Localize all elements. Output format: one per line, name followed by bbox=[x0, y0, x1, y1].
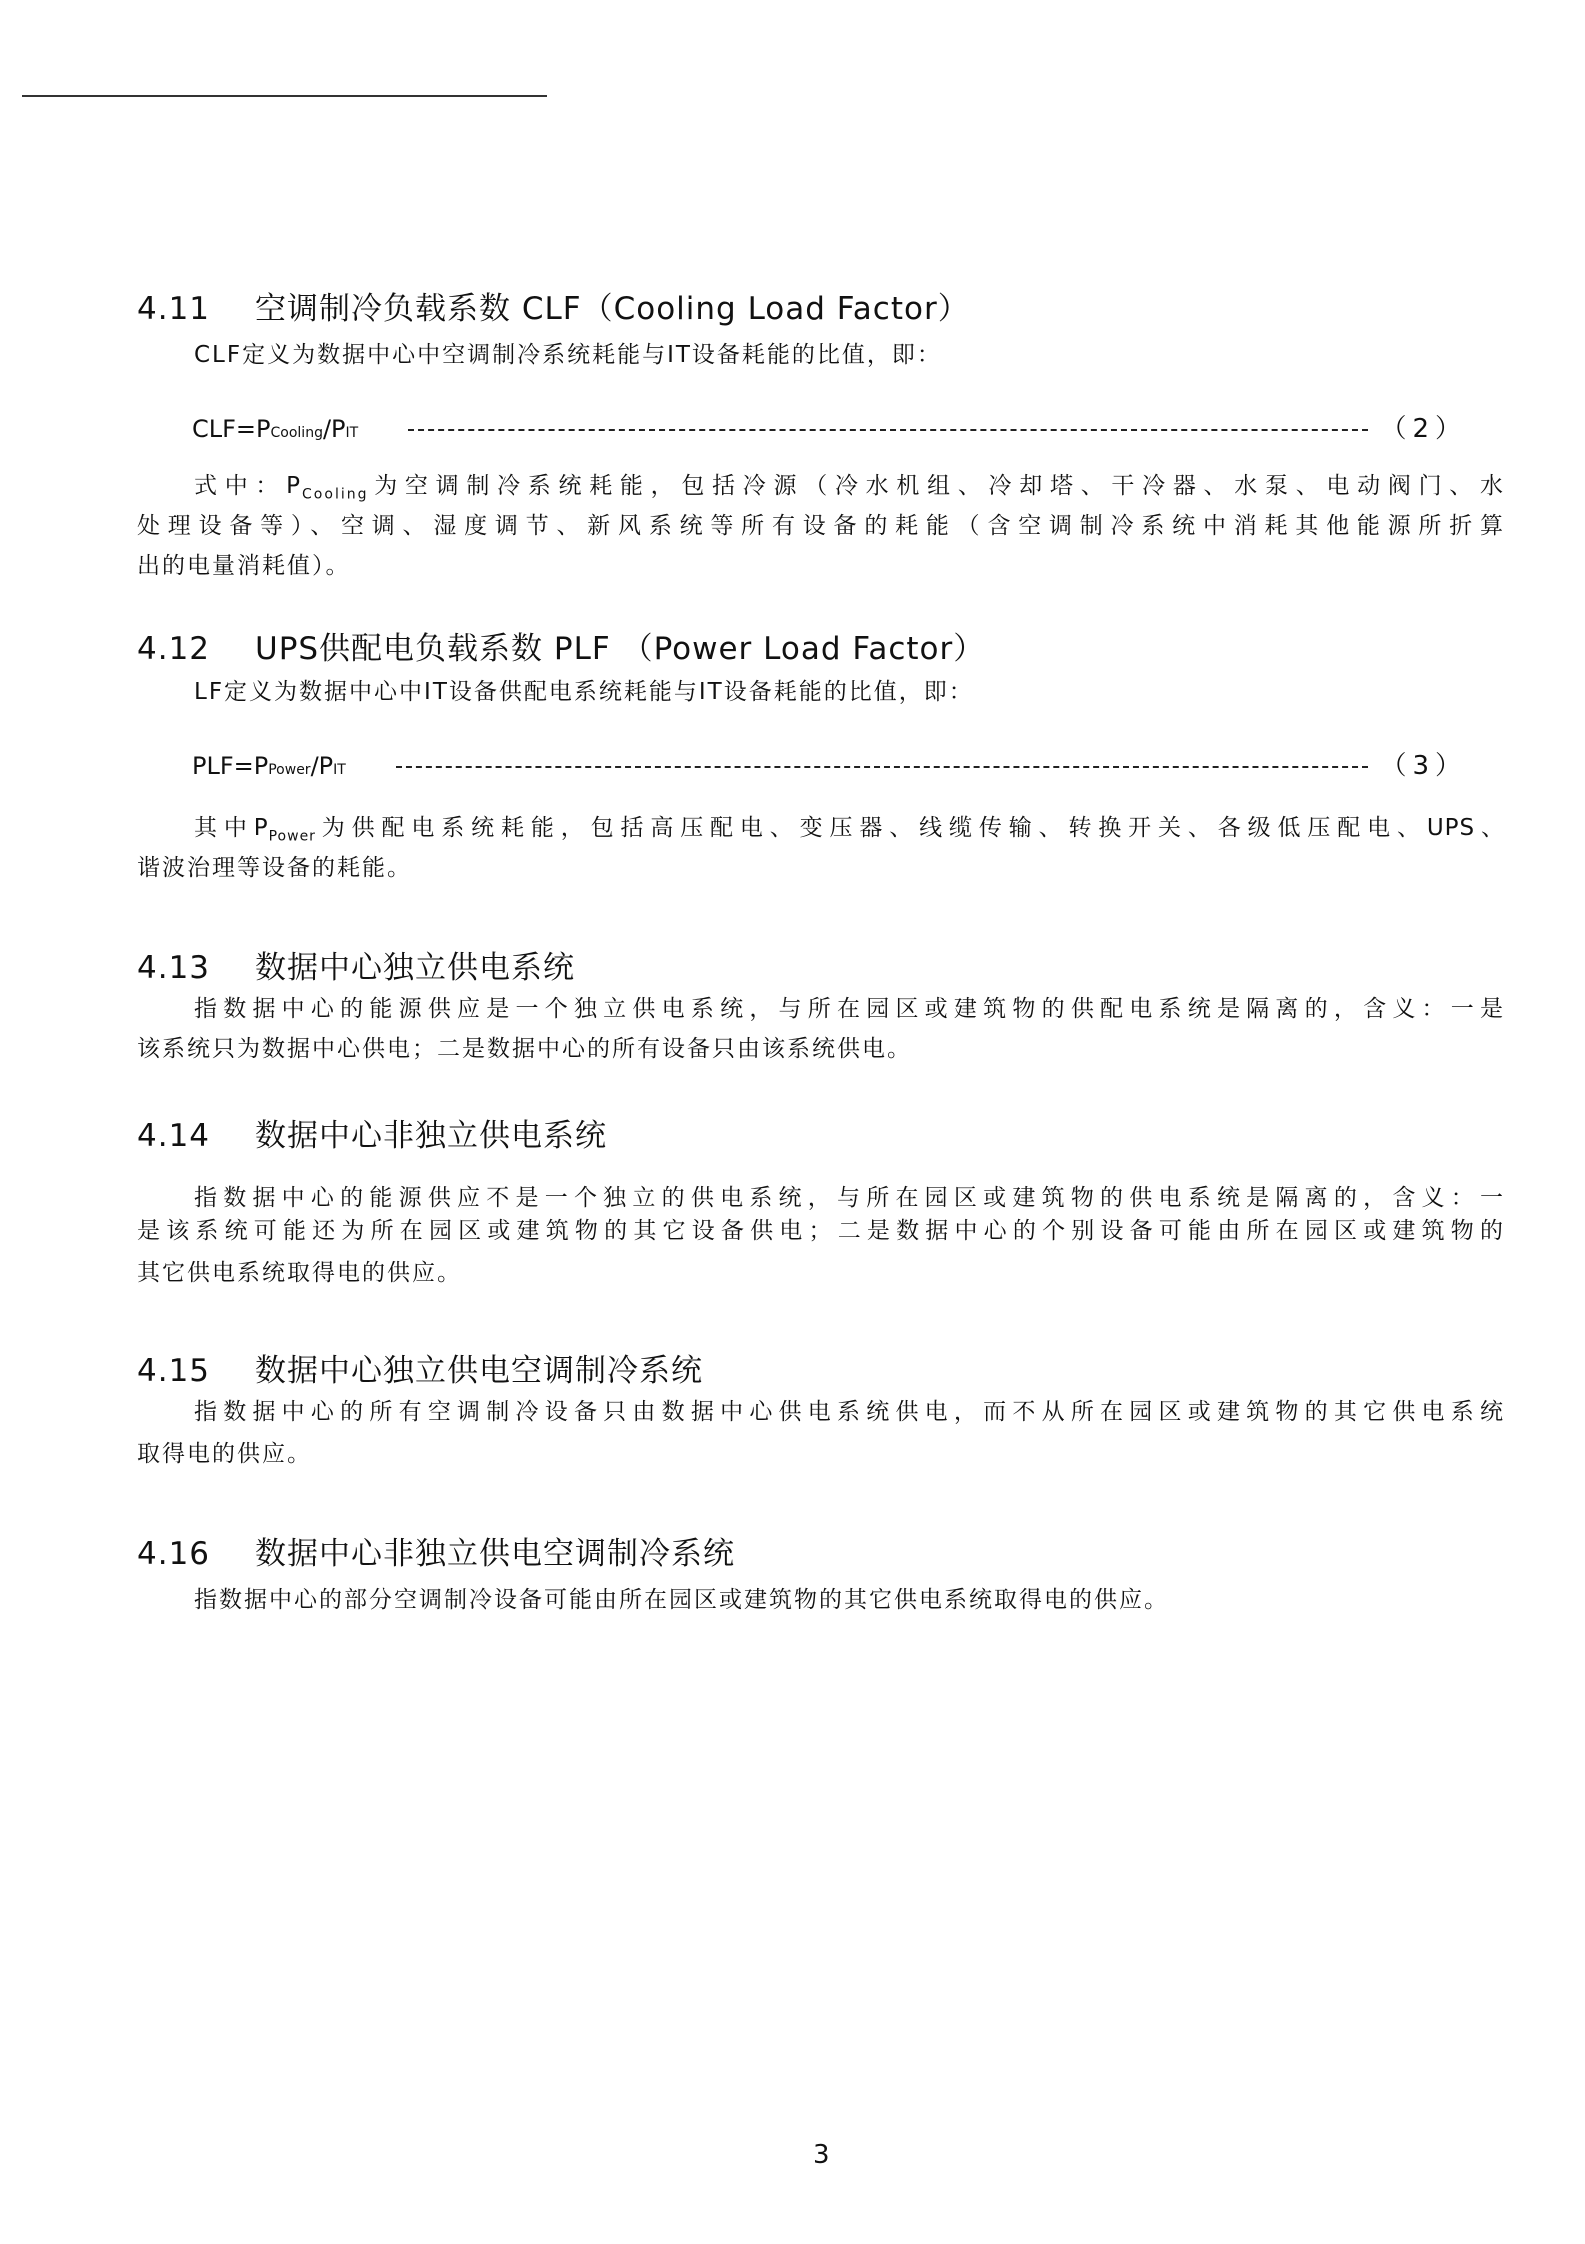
section-title: 数据中心独立供电空调制冷系统 bbox=[255, 1353, 703, 1389]
paragraph-line: 指数据中心的能源供应是一个独立供电系统，与所在园区或建筑物的供配电系统是隔离的，含义：一是 bbox=[194, 996, 1505, 1022]
formula-subscript: IT bbox=[333, 762, 346, 778]
subscript: Power bbox=[268, 828, 316, 845]
paragraph-line: 指数据中心的所有空调制冷设备只由数据中心供电系统供电，而不从所在园区或建筑物的其它供电系统 bbox=[194, 1399, 1505, 1425]
section-number: 4.15 bbox=[137, 1353, 211, 1389]
leader-dots bbox=[396, 766, 1369, 768]
paragraph-line: 指数据中心的能源供应不是一个独立的供电系统，与所在园区或建筑物的供电系统是隔离的，含义：一 bbox=[194, 1185, 1505, 1211]
paragraph-line: 是该系统可能还为所在园区或建筑物的其它设备供电；二是数据中心的个别设备可能由所在园区或建筑物的 bbox=[137, 1218, 1505, 1244]
section-heading-4-15 bbox=[137, 1345, 703, 1390]
subscript: Cooling bbox=[302, 486, 369, 503]
section-heading-4-13 bbox=[137, 942, 575, 987]
text: 其中P bbox=[194, 815, 269, 841]
section-number: 4.12 bbox=[137, 631, 211, 667]
section-heading-4-12 bbox=[137, 623, 985, 668]
paragraph-line: 取得电的供应。 bbox=[137, 1441, 312, 1467]
text: 式中：P bbox=[194, 473, 303, 499]
section-intro: LF定义为数据中心中IT设备供配电系统耗能与IT设备耗能的比值，即： bbox=[194, 679, 974, 705]
section-number: 4.11 bbox=[137, 291, 211, 327]
formula-subscript: Cooling bbox=[270, 425, 323, 441]
paragraph-line bbox=[194, 467, 1505, 503]
formula-mid: /P bbox=[322, 415, 346, 443]
section-title: 数据中心非独立供电空调制冷系统 bbox=[255, 1536, 735, 1572]
formula-subscript: Power bbox=[268, 762, 311, 778]
equation-number: （3） bbox=[1380, 751, 1467, 781]
text: 为空调制冷系统耗能，包括冷源（冷水机组、冷却塔、干冷器、水泵、电动阀门、水 bbox=[368, 473, 1506, 499]
section-heading-4-14 bbox=[137, 1110, 607, 1155]
section-number: 4.16 bbox=[137, 1536, 211, 1572]
paragraph-line: 该系统只为数据中心供电；二是数据中心的所有设备只由该系统供电。 bbox=[137, 1036, 912, 1062]
header-rule bbox=[22, 95, 547, 97]
formula-clf bbox=[192, 408, 1467, 445]
section-title: 空调制冷负载系数 CLF（Cooling Load Factor） bbox=[255, 291, 970, 327]
paragraph-line: 指数据中心的部分空调制冷设备可能由所在园区或建筑物的其它供电系统取得电的供应。 bbox=[194, 1587, 1169, 1613]
text: 为供配电系统耗能，包括高压配电、变压器、线缆传输、转换开关、各级低压配电、UPS、 bbox=[315, 815, 1505, 841]
section-heading-4-11 bbox=[137, 283, 970, 328]
section-title: 数据中心独立供电系统 bbox=[255, 950, 575, 986]
formula-mid: /P bbox=[310, 752, 334, 780]
formula-plf bbox=[192, 745, 1467, 782]
section-heading-4-16 bbox=[137, 1528, 735, 1573]
paragraph-line: 处理设备等）、空调、湿度调节、新风系统等所有设备的耗能（含空调制冷系统中消耗其他能源所折算 bbox=[137, 513, 1505, 539]
paragraph-line: 其它供电系统取得电的供应。 bbox=[137, 1260, 462, 1286]
page-number: 3 bbox=[813, 2140, 830, 2170]
section-title: UPS供配电负载系数 PLF （Power Load Factor） bbox=[255, 631, 986, 667]
formula-lhs: CLF=P bbox=[192, 415, 271, 443]
paragraph-line: 出的电量消耗值）。 bbox=[137, 553, 351, 579]
paragraph-line bbox=[194, 809, 1505, 845]
leader-dots bbox=[408, 429, 1368, 431]
section-title: 数据中心非独立供电系统 bbox=[255, 1118, 607, 1154]
formula-lhs: PLF=P bbox=[192, 752, 269, 780]
section-intro: CLF定义为数据中心中空调制冷系统耗能与IT设备耗能的比值，即： bbox=[194, 342, 942, 368]
section-number: 4.13 bbox=[137, 950, 211, 986]
formula-subscript: IT bbox=[345, 425, 359, 441]
equation-number: （2） bbox=[1380, 414, 1467, 444]
section-number: 4.14 bbox=[137, 1118, 211, 1154]
paragraph-line: 谐波治理等设备的耗能。 bbox=[137, 855, 412, 881]
